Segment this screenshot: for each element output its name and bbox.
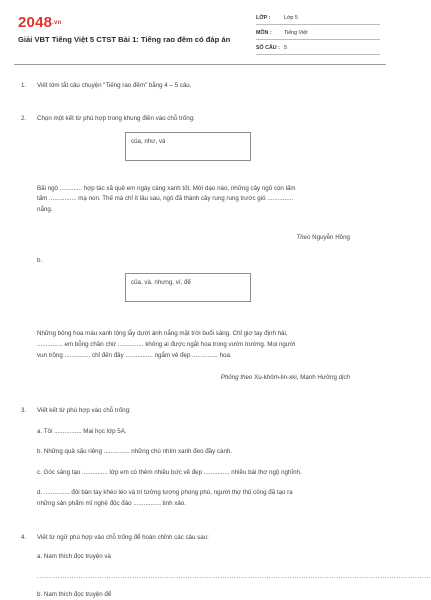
answer-dotted-line: ..........................................................................................................................................................................	[37, 573, 431, 580]
meta-row-count	[256, 44, 380, 55]
logo-main: 2048	[18, 14, 53, 31]
exercise-item-b: b. Những quả sấu riêng ............... những chú nhím xanh đeo đầy cành.	[37, 448, 233, 455]
meta-value: 5	[284, 45, 287, 51]
question-3-text: Viết kết từ phù hợp vào chỗ trống:	[37, 407, 131, 414]
word-box-b	[125, 273, 251, 302]
exercise-item-a: a. Tôi ................ Mai học lớp 5A.	[37, 428, 127, 435]
paragraph-line: Bãi ngô ............. hợp tác xã quê em ngày càng xanh tốt. Mới dạo nào, những cây ngô còn lấm	[37, 185, 296, 192]
source-author: Nguyễn Hồng	[310, 234, 350, 241]
word-box-a-text: của, như, và	[131, 138, 166, 145]
exercise-item-b: b. Nam thích đọc truyện để	[37, 591, 112, 598]
question-4-text: Viết từ ngữ phù hợp vào chỗ trống để hoàn chỉnh các câu sau:	[37, 534, 209, 541]
paragraph-line: ............... em bỗng chần chừ ............... không ai được ngắt hoa trong vườn trường. Mọi người	[37, 341, 296, 348]
question-1-text: Viết tóm tắt câu chuyện “Tiếng rao đêm” bằng 4 – 5 câu.	[37, 82, 192, 89]
header-divider	[14, 64, 386, 65]
question-number: 3.	[21, 407, 27, 414]
source-credit-a	[296, 233, 350, 243]
meta-key: LỚP :	[256, 15, 271, 21]
meta-row-class	[256, 14, 380, 25]
source-italic: Phỏng theo	[220, 374, 253, 381]
paragraph-line: tấm ................ mạ non. Thế mà chỉ ít lâu sau, ngô đã thành cây rung rung trước gió ...............	[37, 195, 294, 202]
site-logo[interactable]	[18, 14, 61, 31]
source-italic: Theo	[296, 234, 311, 241]
meta-key: SỐ CÂU :	[256, 45, 280, 51]
paragraph-line: Những bông hoa màu xanh lộng lẫy dưới ánh nắng mặt trời buổi sáng. Chỉ giơ tay định hái,	[37, 330, 288, 337]
logo-suffix: .vn	[52, 20, 62, 27]
exercise-item-c: c. Góc sáng tạo ............... lớp em có thêm nhiều bức vẽ đẹp ............... nhiều bài thơ ngộ nghĩnh.	[37, 469, 302, 476]
meta-value: Lớp 5	[284, 15, 298, 21]
paragraph-line: vun trồng ............... chỉ đến đây ................ ngắm vẻ đẹp ............... hoa.	[37, 352, 232, 359]
source-italic: dịch	[338, 374, 350, 381]
source-author: Xu-khôm-lin-xki, Mạnh Hưởng	[252, 374, 339, 381]
exercise-item-d-line: những sản phẩm mĩ nghệ độc đáo ................ tinh xảo.	[37, 500, 186, 507]
word-box-a	[125, 132, 251, 161]
question-2-text: Chọn một kết từ phù hợp trong khung điền vào chỗ trống:	[37, 115, 195, 122]
meta-key: MÔN :	[256, 30, 272, 36]
document-title: Giải VBT Tiếng Việt 5 CTST Bài 1: Tiếng rao đêm có đáp án	[18, 35, 231, 44]
question-number: 2.	[21, 115, 27, 122]
question-number: 4.	[21, 534, 27, 541]
question-number: 1.	[21, 82, 27, 89]
part-b-label: b.	[37, 257, 43, 264]
exercise-item-a: a. Nam thích đọc truyện và	[37, 553, 111, 560]
meta-value: Tiếng Việt	[284, 30, 308, 36]
exercise-item-d-line: d. ............... đôi bàn tay khéo léo và trí tưởng tượng phong phú, người thợ thủ công đã tạo ra	[37, 489, 293, 496]
word-box-b-text: của, và, nhưng, vì, để	[131, 279, 191, 286]
paragraph-line: nắng.	[37, 206, 53, 213]
meta-row-subject	[256, 29, 380, 40]
source-credit-b	[221, 373, 350, 383]
